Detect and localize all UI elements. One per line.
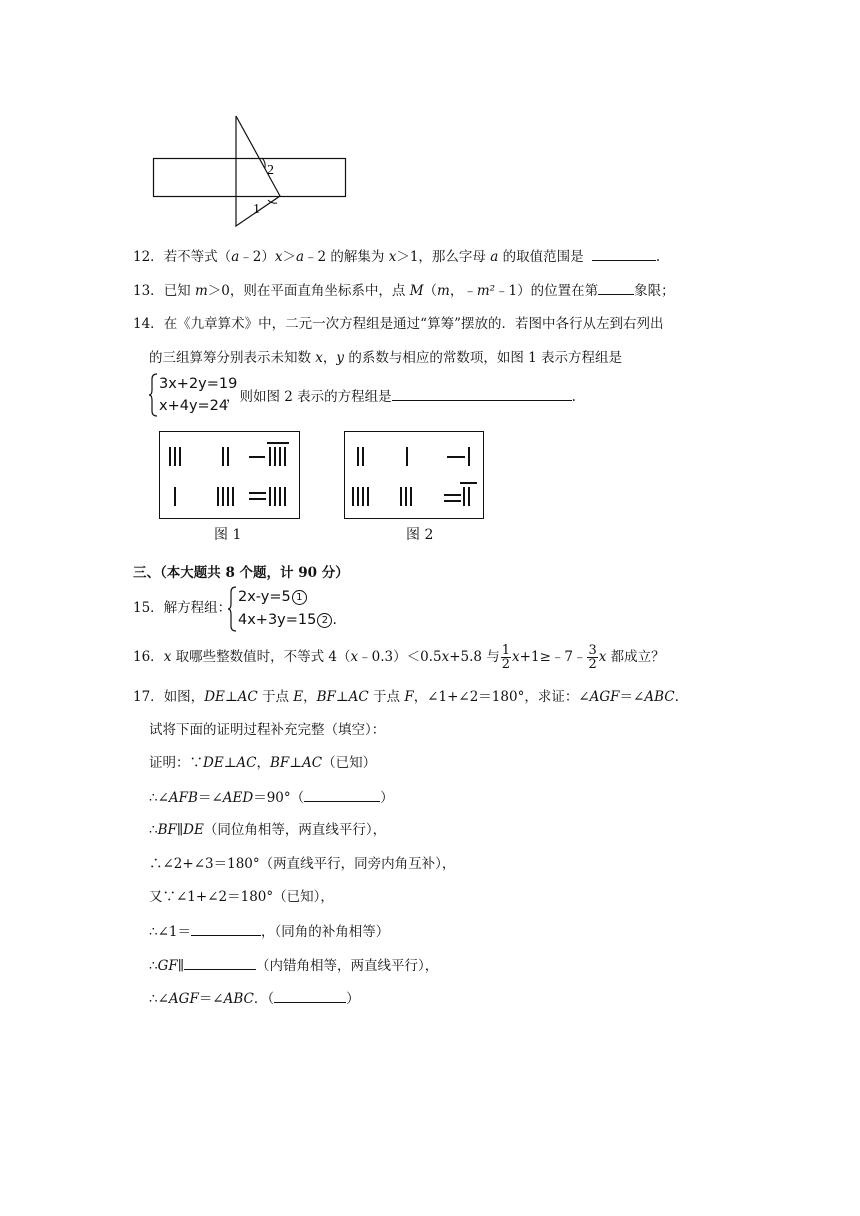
q12-number: 12． (133, 249, 164, 265)
question-14-line2: 的三组算筹分别表示未知数 x，y 的系数与相应的常数项，如图 1 表示方程组是 (149, 350, 623, 366)
q15-eq2: 4x+3y=15 2 . (238, 612, 337, 628)
angle-label-2: 2 (267, 163, 274, 178)
q12-answer-blank[interactable] (592, 246, 656, 261)
fraction-one-half: $\frac{1}{2}$ (501, 643, 511, 672)
brace-icon (228, 586, 238, 632)
q14-answer-blank[interactable] (392, 386, 572, 401)
proof-blank-1[interactable] (304, 787, 380, 802)
rods-figure-1-drawing (160, 432, 299, 518)
q15-eq1: 2x-y=5 1 (238, 587, 307, 607)
q15-system (228, 586, 348, 632)
question-17: 17．如图，DE⊥AC 于点 E，BF⊥AC 于点 F，∠1+∠2＝180°，求证：∠AGF＝∠ABC. (133, 689, 679, 705)
section-3-title: 三、（本大题共 8 个题，计 90 分） (133, 565, 349, 581)
q13-number: 13． (133, 283, 164, 299)
counting-rods-figure-2 (344, 431, 484, 519)
rods-figure-2-drawing (345, 432, 483, 518)
q17-number: 17． (133, 689, 164, 705)
rectangle-strip (154, 159, 346, 197)
brace-icon (149, 373, 159, 417)
question-14-line3: ，则如图 2 表示的方程组是 . (226, 386, 576, 407)
fraction-three-halves: $\frac{3}{2}$ (588, 643, 597, 672)
question-12: 12．若不等式（a﹣2）x＞a﹣2 的解集为 x＞1，那么字母 a 的取值范围是 . (133, 246, 660, 267)
proof-blank-3[interactable] (184, 955, 256, 970)
q14-eq2: x+4y=24 (159, 398, 229, 414)
question-16: 16．x 取哪些整数值时，不等式 4（x﹣0.3）＜0.5x+5.8 与 $\frac{1}{2}$ x+1≥﹣7﹣ $\frac{3}{2}$ x 都成立？ (133, 643, 665, 672)
proof-line-8: ∴∠AGF＝∠ABC．（ ） (149, 988, 360, 1009)
geometry-figure (150, 112, 350, 232)
q14-number: 14． (133, 316, 164, 332)
question-15: 15．解方程组： (133, 600, 232, 616)
proof-line-3: ∴BF∥DE（同位角相等，两直线平行）， (149, 822, 387, 838)
proof-blank-2[interactable] (191, 921, 261, 936)
circled-number-1: 1 (292, 590, 307, 605)
q15-number: 15． (133, 600, 164, 616)
proof-line-5: 又∵∠1+∠2＝180°（已知）， (149, 889, 334, 905)
figure-2-caption: 图 2 (406, 527, 434, 543)
circled-number-2: 2 (317, 613, 332, 628)
q14-eq1: 3x+2y=19 (159, 376, 238, 392)
q16-number: 16． (133, 649, 164, 665)
counting-rods-figure-1 (159, 431, 300, 519)
proof-line-6: ∴∠1＝ ，（同角的补角相等） (149, 921, 389, 942)
q13-answer-blank[interactable] (598, 280, 634, 295)
q17-instruction: 试将下面的证明过程补充完整（填空）： (149, 722, 386, 738)
figure-1-caption: 图 1 (214, 527, 242, 543)
question-14-line1: 14．在《九章算术》中，二元一次方程组是通过“算筹”摆放的．若图中各行从左到右列出 (133, 316, 664, 332)
proof-line-7: ∴GF∥ （内错角相等，两直线平行）， (149, 955, 438, 976)
angle-label-1: 1 (253, 202, 260, 217)
proof-line-4: ∴∠2+∠3＝180°（两直线平行，同旁内角互补）， (149, 856, 456, 872)
proof-line-1: 证明：∵DE⊥AC，BF⊥AC（已知） (149, 755, 377, 771)
proof-blank-4[interactable] (274, 988, 346, 1003)
proof-line-2: ∴∠AFB＝∠AED＝90°（ ） (149, 787, 394, 808)
question-13: 13．已知 m＞0，则在平面直角坐标系中，点 M（m，﹣m²﹣1）的位置在第 象限； (133, 280, 675, 301)
